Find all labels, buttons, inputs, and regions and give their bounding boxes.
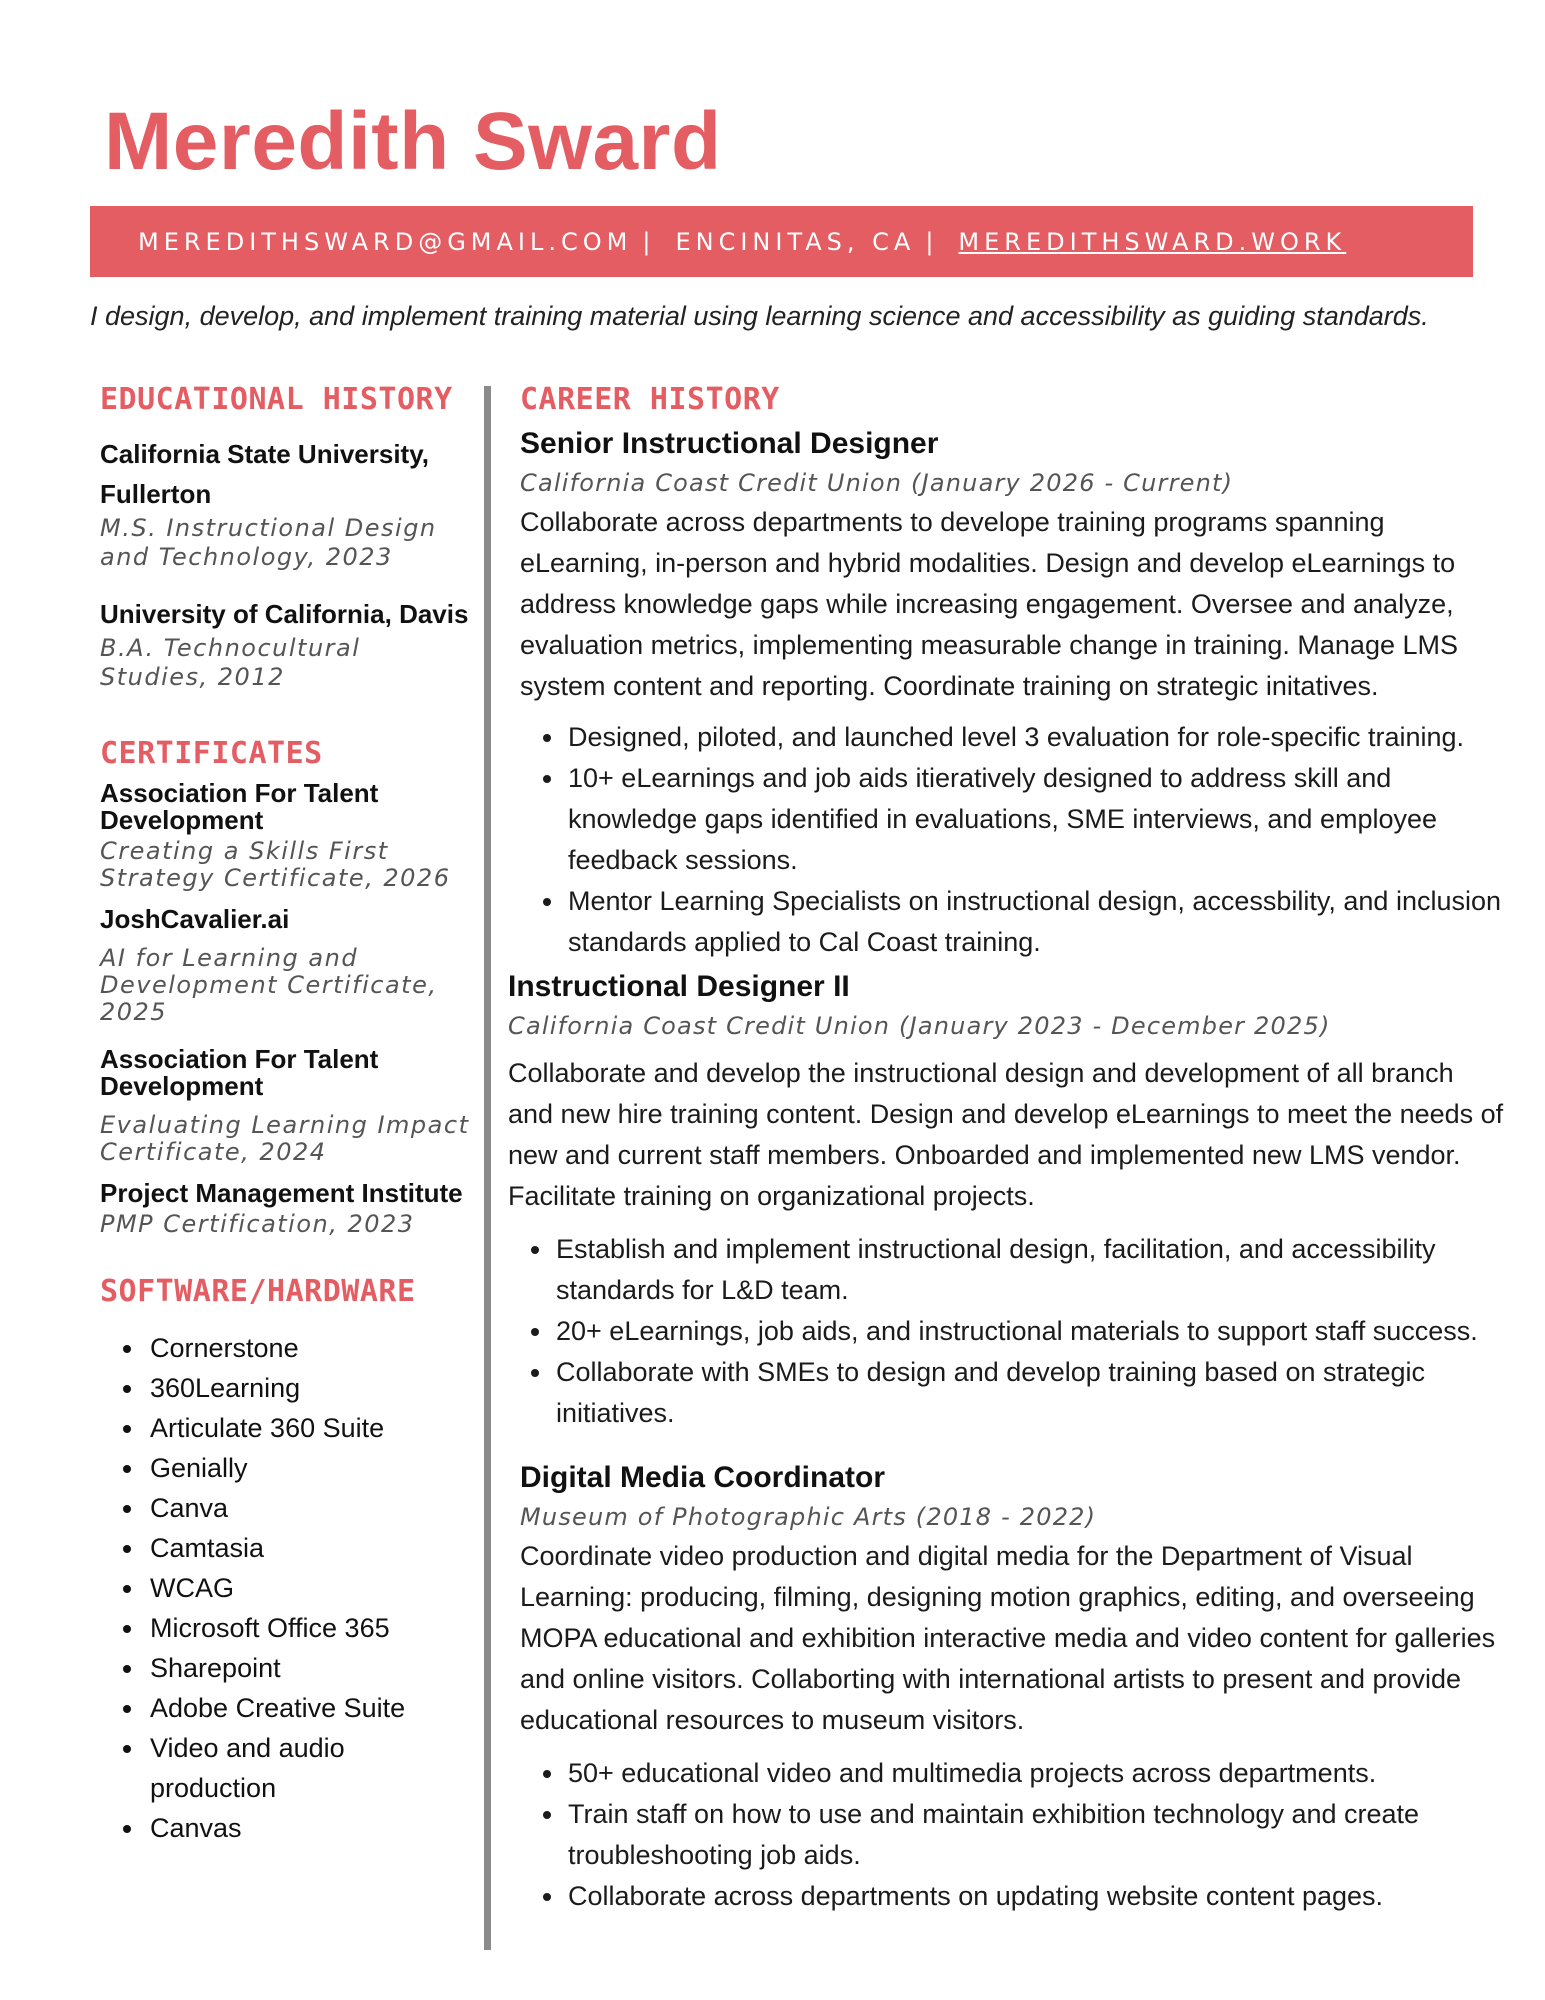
software-item: • Microsoft Office 365 (146, 1608, 470, 1648)
education-entry (100, 434, 470, 572)
job-employer: Museum of Photographic Arts (2018 - 2022) (520, 1503, 1097, 1531)
certificate-name: PMP Certification, 2023 (100, 1210, 415, 1238)
certificate-name: Creating a Skills First Strategy Certificate, 2026 (100, 837, 451, 892)
school-name: University of California, Davis (100, 599, 469, 629)
job-bullets (520, 717, 1505, 963)
column-divider (484, 386, 491, 1950)
contact-separator: | (925, 227, 939, 256)
job-bullets (508, 1229, 1505, 1434)
job-bullet: • 50+ educational video and multimedia projects across departments. (566, 1753, 1505, 1794)
job-employer: California Coast Credit Union (January 2026 - Current) (520, 469, 1234, 497)
software-item: • Genially (146, 1448, 470, 1488)
software-item: • Articulate 360 Suite (146, 1408, 470, 1448)
job-bullet: • Mentor Learning Specialists on instructional design, accessbility, and inclusion standards applied to Cal Coast training. (566, 881, 1505, 963)
education-heading: EDUCATIONAL HISTORY (100, 382, 453, 417)
job-entry (520, 1458, 1505, 1917)
job-bullet: • Train staff on how to use and maintain exhibition technology and create troubleshooting job aids. (566, 1794, 1505, 1876)
degree-text: M.S. Instructional Design and Technology, 2023 (100, 514, 437, 571)
website-link[interactable]: MEREDITHSWARD.WORK (958, 227, 1347, 256)
certificate-entry (100, 1180, 470, 1238)
software-item: • Canvas (146, 1808, 470, 1848)
software-list (100, 1328, 470, 1848)
certificate-issuer: Association For Talent Development (100, 1044, 379, 1101)
summary-statement: I design, develop, and implement training material using learning science and accessibility as guiding standards. (90, 301, 1429, 331)
job-bullet: • 20+ eLearnings, job aids, and instructional materials to support staff success. (554, 1311, 1505, 1352)
job-bullet: • Collaborate with SMEs to design and develop training based on strategic initiatives. (554, 1352, 1505, 1434)
job-entry (508, 967, 1505, 1434)
certificate-entry (100, 906, 470, 1026)
job-bullet: • Establish and implement instructional design, facilitation, and accessibility standards for L&D team. (554, 1229, 1505, 1311)
software-item: • Camtasia (146, 1528, 470, 1568)
certificate-entry (100, 1046, 470, 1166)
software-item: • Canva (146, 1488, 470, 1528)
job-bullet: • Collaborate across departments on updating website content pages. (566, 1876, 1505, 1917)
job-employer: California Coast Credit Union (January 2023 - December 2025) (508, 1012, 1331, 1040)
software-heading: SOFTWARE/HARDWARE (100, 1274, 416, 1309)
software-item: • Sharepoint (146, 1648, 470, 1688)
job-description: Coordinate video production and digital media for the Department of Visual Learning: producing, filming, designing motion graphics, editing, and overseeing MOPA educational and exhibition interactive media and video content for galleries and online visitors. Collaborting with international artists to present and provide educational resources to museum visitors. (520, 1541, 1496, 1735)
degree-text: B.A. Technocultural Studies, 2012 (100, 634, 361, 691)
job-bullet: • Designed, piloted, and launched level 3 evaluation for role-specific training. (566, 717, 1505, 758)
email-link[interactable]: MEREDITHSWARD@GMAIL.COM (138, 227, 633, 256)
school-name: California State University, Fullerton (100, 439, 429, 509)
certificate-name: Evaluating Learning Impact Certificate, 2024 (100, 1111, 470, 1166)
certificate-issuer: Project Management Institute (100, 1178, 463, 1208)
job-title: Digital Media Coordinator (520, 1461, 886, 1494)
job-entry (520, 424, 1505, 963)
software-item: • Cornerstone (146, 1328, 470, 1368)
job-description: Collaborate and develop the instructional design and development of all branch and new hire training content. Design and develop eLearnings to meet the needs of new and current staff members. Onboarded and implemented new LMS vendor. Facilitate training on organizational projects. (508, 1058, 1504, 1211)
certificate-name: AI for Learning and Development Certificate, 2025 (100, 944, 438, 1026)
software-item: • 360Learning (146, 1368, 470, 1408)
job-title: Senior Instructional Designer (520, 427, 939, 460)
contact-separator: | (642, 227, 656, 256)
contact-bar (90, 206, 1473, 277)
software-item: • Video and audio production (146, 1728, 470, 1808)
certificates-heading: CERTIFICATES (100, 736, 323, 771)
job-description: Collaborate across departments to develope training programs spanning eLearning, in-person and hybrid modalities. Design and develop eLearnings to address knowledge gaps while increasing engagement. Oversee and analyze, evaluation metrics, implementing measurable change in training. Manage LMS system content and reporting. Coordinate training on strategic initatives. (520, 507, 1458, 701)
software-item: • Adobe Creative Suite (146, 1688, 470, 1728)
career-heading: CAREER HISTORY (520, 382, 780, 417)
certificate-issuer: Association For Talent Development (100, 778, 379, 835)
certificate-issuer: JoshCavalier.ai (100, 904, 290, 934)
education-entry (100, 594, 470, 692)
certificate-entry (100, 780, 470, 892)
left-column (100, 380, 470, 1848)
job-bullet: • 10+ eLearnings and job aids itieratively designed to address skill and knowledge gaps identified in evaluations, SME interviews, and employee feedback sessions. (566, 758, 1505, 881)
right-column (508, 380, 1505, 1917)
job-title: Instructional Designer II (508, 970, 850, 1003)
resume-name: Meredith Sward (104, 96, 722, 187)
job-bullets (520, 1753, 1505, 1917)
location-text: ENCINITAS, CA (675, 227, 916, 256)
software-item: • WCAG (146, 1568, 470, 1608)
